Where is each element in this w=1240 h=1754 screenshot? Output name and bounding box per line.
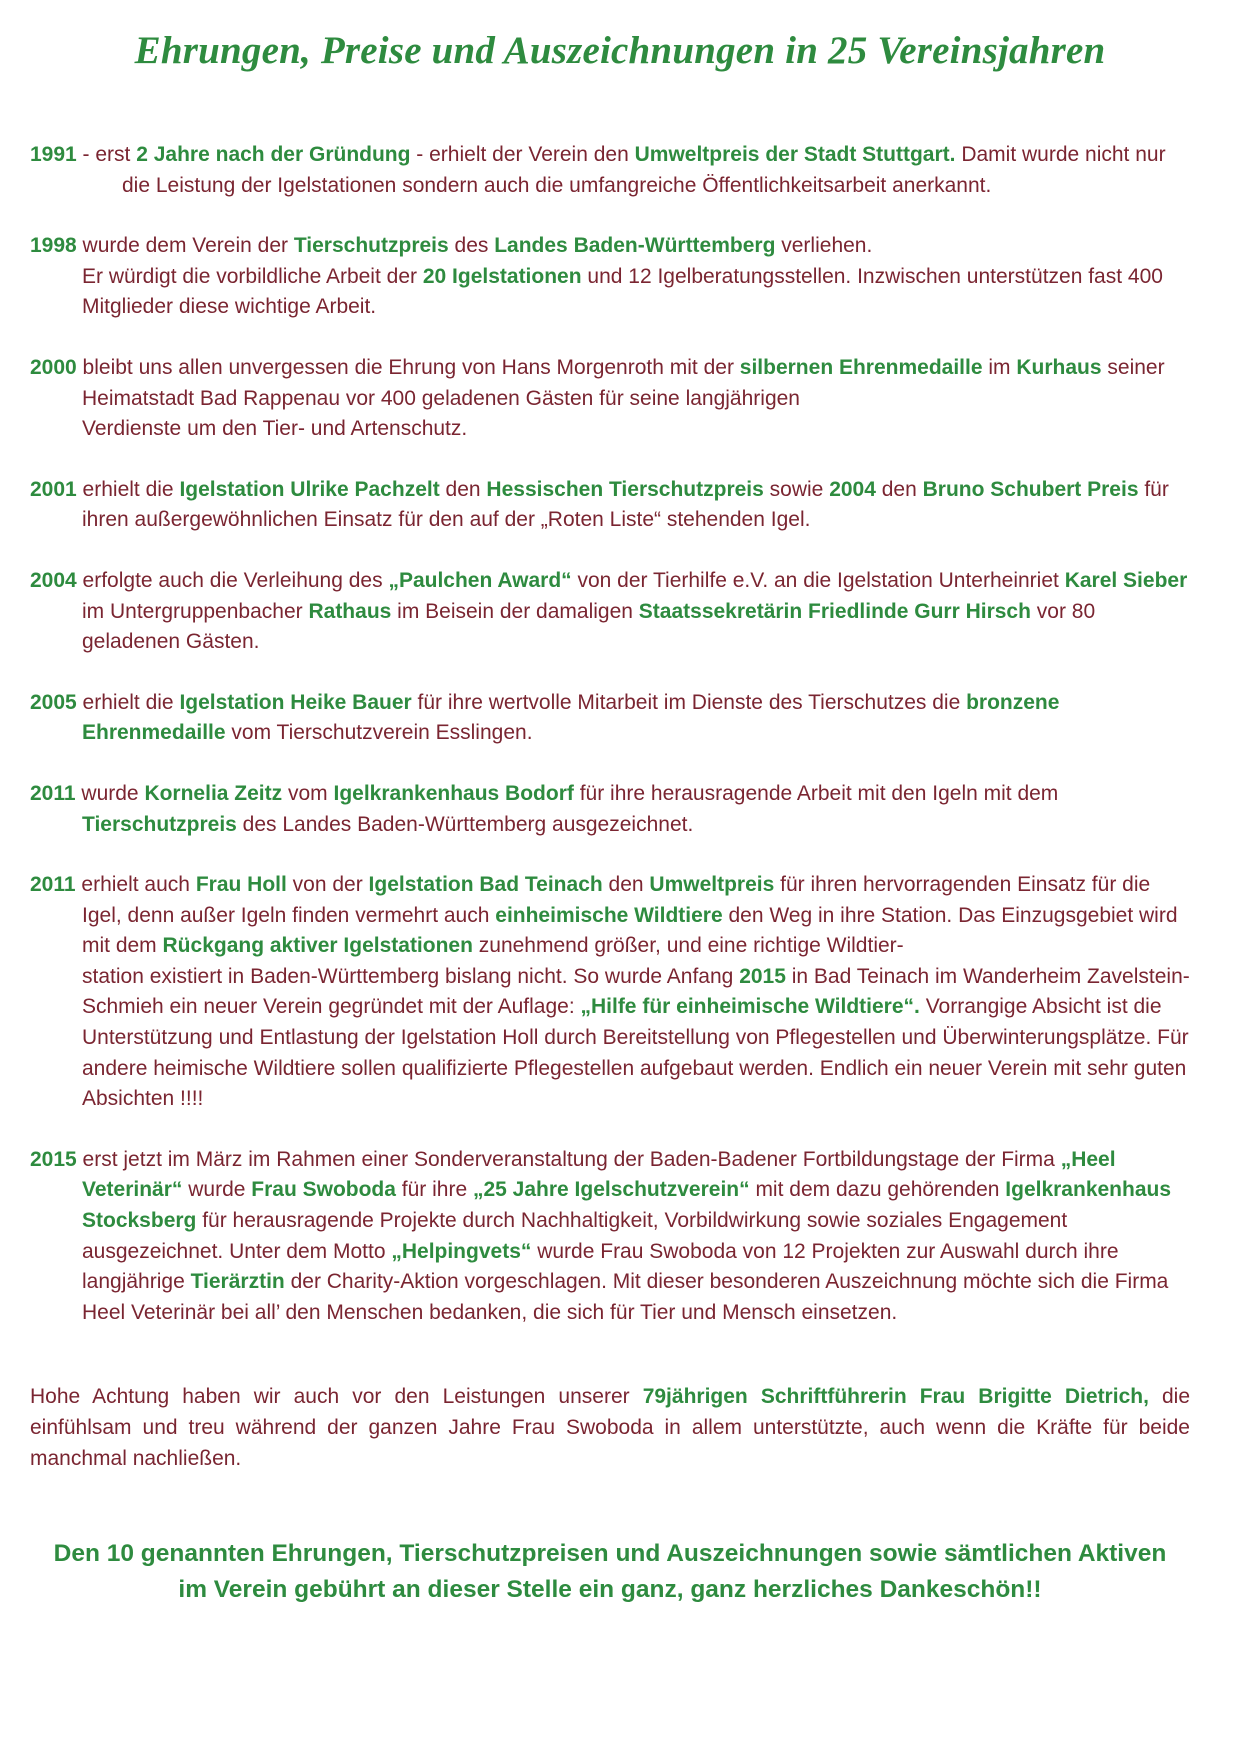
body-text: - erst [76,143,137,166]
honor-entry [30,475,1190,536]
body-text: erst jetzt im März im Rahmen einer Sonderveranstaltung der Baden-Badener Fortbildungstage der Firma [76,1147,1061,1171]
highlight-text: 20 Igelstationen [422,264,582,288]
body-text: die einfühlsam und treu während der ganzen Jahre Frau Swoboda in allem unterstützte, auch wenn die Kräfte für beide manchmal nachließen. [30,1385,1191,1470]
highlight-text: Umweltpreis der Stadt Stuttgart. [634,143,956,166]
highlight-text: Hessischen Tierschutzpreis [486,477,764,501]
honor-entry [30,870,1190,1115]
body-text: für ihre herausragende Arbeit mit den Igeln mit dem [573,781,1059,805]
body-text: seiner Heimatstadt Bad Rappenau vor 400 geladenen Gästen für seine langjährigen Verdienste um den Tier- und Artenschutz. [82,355,1165,441]
body-text: für ihren hervorragenden Einsatz für die Igel, denn außer Igeln finden vermehrt auch [82,873,1151,927]
body-text: der Charity-Aktion vorgeschlagen. Mit dieser besonderen Auszeichnung möchte sich die Firma Heel Veterinär bei all’ den Menschen bedanken, die sich für Tier und Mensch einsetzen. [82,1270,1169,1324]
honors-list [30,140,1190,1328]
honor-entry [30,688,1190,749]
highlight-text: bronzene Ehrenmedaille [82,690,1060,745]
body-text: den [439,477,487,501]
highlight-text: 2015 [30,1147,77,1171]
body-text: des [448,234,495,258]
body-text: vom Tierschutzverein Esslingen. [225,721,533,745]
body-text: Hohe Achtung haben wir auch vor den Leistungen unserer [30,1385,643,1409]
highlight-text: Igelstation Bad Teinach [368,873,603,897]
body-text: für ihren außergewöhnlichen Einsatz für den auf der „Roten Liste“ stehenden Igel. [82,477,1169,532]
body-text: zunehmend größer, und eine richtige Wildtier- station existiert in Baden-Württemberg bislang nicht. So wurde Anfang [82,934,904,988]
body-text: wurde Frau Swoboda von 12 Projekten zur Auswahl durch ihre langjährige [82,1239,1119,1294]
body-text: für ihre wertvolle Mitarbeit im Dienste des Tierschutzes die [411,690,967,714]
highlight-text: Tierschutzpreis [293,234,449,258]
body-text: des Landes Baden-Württemberg ausgezeichnet. [236,812,694,836]
final-thanks [30,1536,1190,1608]
highlight-text: einheimische Wildtiere [495,903,723,927]
body-text: verliehen. Er würdigt die vorbildliche Arbeit der [82,234,873,288]
honor-entry [30,140,1190,201]
highlight-text: 2004 [829,477,876,501]
highlight-text: 2004 [30,568,77,592]
highlight-text: 2 Jahre nach der Gründung [136,143,411,166]
body-text: erhielt die [76,477,180,501]
highlight-text: 2000 [30,355,77,379]
highlight-text: Igelstation Heike Bauer [179,690,412,714]
body-text: erhielt die [76,690,180,714]
body-text: im Beisein der damaligen [391,599,639,623]
body-text: wurde dem Verein der [76,234,294,258]
body-text: bleibt uns allen unvergessen die Ehrung von Hans Morgenroth mit der [76,355,740,379]
body-text: wurde [75,781,145,805]
highlight-text: Rathaus [308,599,392,623]
highlight-text: 79jährigen Schriftführerin Frau Brigitte Dietrich, [642,1385,1149,1409]
highlight-text: 2001 [30,477,77,501]
body-text: im Untergruppenbacher [82,599,309,623]
closing-paragraph [30,1382,1190,1474]
body-text: erhielt auch [75,873,196,897]
highlight-text: Rückgang aktiver Igelstationen [162,934,473,958]
highlight-text: „Paulchen Award“ [388,568,572,592]
honor-entry [30,566,1190,658]
highlight-text: Kurhaus [1016,355,1102,379]
body-text: sowie [763,477,830,501]
body-text: von der [286,873,369,897]
highlight-text: Igelkrankenhaus Stocksberg [82,1178,1172,1233]
highlight-text: Umweltpreis [649,873,775,897]
body-text: von der Tierhilfe e.V. an die Igelstation Unterheinriet [571,568,1065,592]
honor-entry [30,779,1190,840]
highlight-text: „Heel Veterinär“ [82,1147,1116,1202]
body-text: wurde [182,1178,252,1202]
highlight-text: 2011 [30,781,76,805]
highlight-text: Staatssekretärin Friedlinde Gurr Hirsch [638,599,1031,623]
page-title: Ehrungen, Preise und Auszeichnungen in 25 Vereinsjahren [134,29,1106,72]
highlight-text: silbernen Ehrenmedaille [739,355,983,379]
highlight-text: Tierschutzpreis [82,812,237,836]
final-thanks-line-1: Den 10 genannten Ehrungen, Tierschutzpreisen und Auszeichnungen sowie sämtlichen Aktiven [53,1540,1167,1568]
body-text: erfolgte auch die Verleihung des [76,568,389,592]
body-text: den [602,873,650,897]
highlight-text: 1998 [30,234,77,258]
body-text: im [982,355,1017,379]
highlight-text: 2015 [739,964,786,988]
honor-entry [30,1145,1190,1329]
honor-entry [30,353,1190,445]
highlight-text: Landes Baden-Württemberg [494,234,776,258]
highlight-text: „Hilfe für einheimische Wildtiere“. [580,995,920,1019]
final-thanks-line-2: im Verein gebührt an dieser Stelle ein ganz, ganz herzliches Dankeschön!! [178,1576,1042,1604]
highlight-text: 1991 [30,143,77,166]
body-text: in Bad Teinach im Wanderheim Zavelstein-Schmieh ein neuer Verein gegründet mit der Auflage: [82,964,1190,1019]
highlight-text: Frau Holl [195,873,287,897]
body-text: den [875,477,923,501]
highlight-text: 2011 [30,873,76,897]
body-text: den Weg in ihre Station. Das Einzugsgebiet wird mit dem [82,903,1178,958]
body-text: vor 80 geladenen Gästen. [82,599,1096,654]
body-text: - erhielt der Verein den [410,143,635,166]
highlight-text: Karel Sieber [1064,568,1188,592]
highlight-text: Kornelia Zeitz [144,781,283,805]
highlight-text: Frau Swoboda [251,1178,396,1202]
highlight-text: 2005 [30,690,77,714]
body-text: vom [282,781,334,805]
body-text: und 12 Igelberatungsstellen. Inzwischen unterstützen fast 400 Mitglieder diese wichtige Arbeit. [82,264,1163,319]
honor-entry [30,231,1190,323]
highlight-text: Tierärztin [190,1270,285,1294]
document-content [30,140,1190,1608]
body-text: für herausragende Projekte durch Nachhaltigkeit, Vorbildwirkung sowie soziales Engagement ausgezeichnet. Unter dem Motto [82,1209,1068,1263]
body-text: Vorrangige Absicht ist die Unterstützung und Entlastung der Igelstation Holl durch Bereitstellung von Pflegestellen und Überwinterungsplätze. Für andere heimische Wildtiere sollen qualifizierte Pflegestellen aufgebaut werden. Endlich ein neuer Verein mit sehr guten Absichten !!!! [82,995,1189,1111]
highlight-text: Bruno Schubert Preis [922,477,1139,501]
highlight-text: Igelstation Ulrike Pachzelt [179,477,440,501]
highlight-text: „25 Jahre Igelschutzverein“ [472,1178,750,1202]
body-text: mit dem dazu gehörenden [749,1178,1006,1202]
highlight-text: „Helpingvets“ [391,1239,532,1263]
highlight-text: Igelkrankenhaus Bodorf [333,781,574,805]
body-text: Damit wurde nicht nur die Leistung der Igelstationen sondern auch die umfangreiche Öffentlichkeitsarbeit anerkannt. [122,143,1166,197]
body-text: für ihre [395,1178,473,1202]
